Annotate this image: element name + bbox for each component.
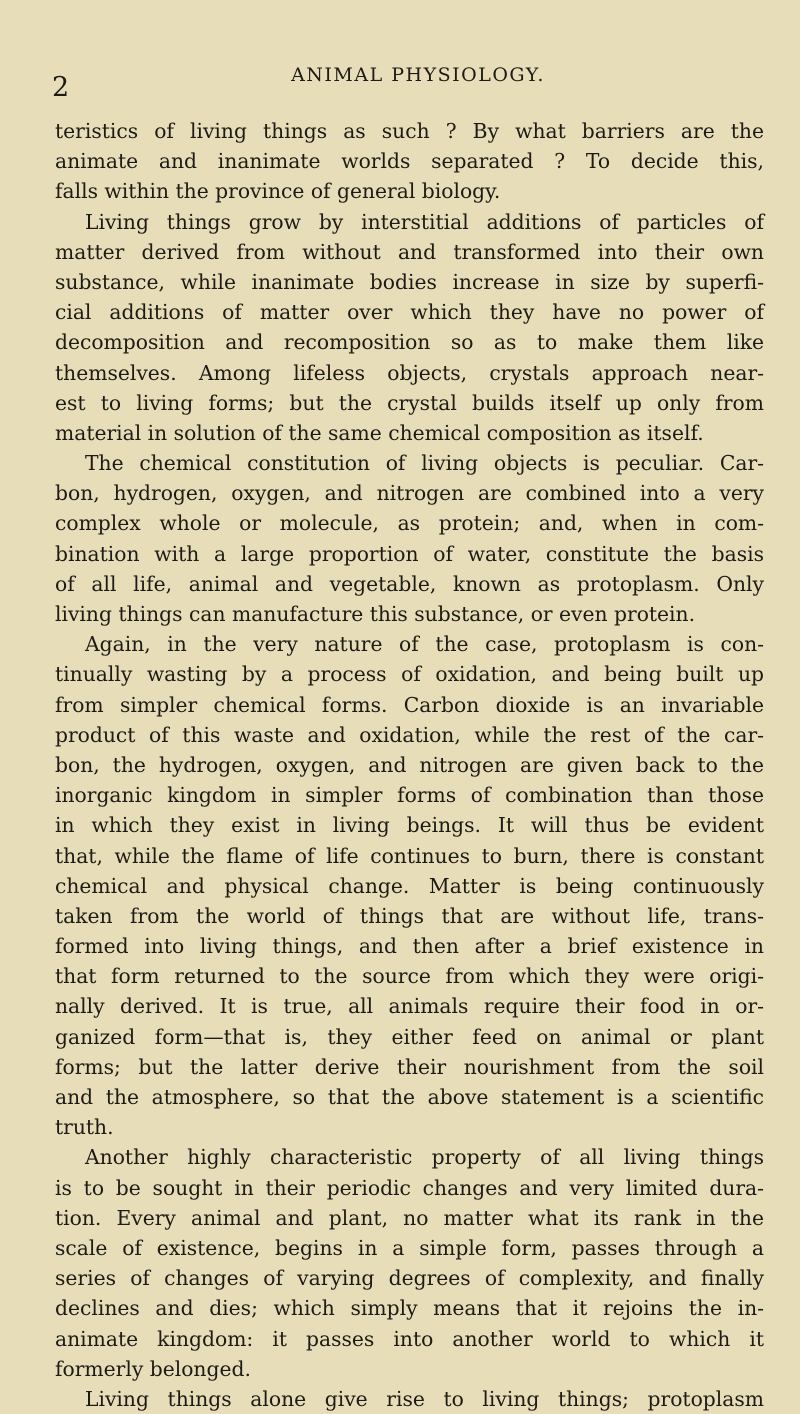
text-line: forms; but the latter derive their nourishment from the soil: [55, 1054, 764, 1079]
text-line: bon, the hydrogen, oxygen, and nitrogen are given back to the: [55, 752, 764, 777]
text-line: product of this waste and oxidation, while the rest of the car-: [55, 722, 764, 747]
text-line: inorganic kingdom in simpler forms of combination than those: [55, 783, 764, 808]
text-line: truth.: [55, 1115, 114, 1140]
text-line: ganized form—that is, they either feed on animal or plant: [55, 1024, 764, 1049]
text-line: falls within the province of general biology.: [55, 179, 501, 204]
text-line: from simpler chemical forms. Carbon dioxide is an invariable: [55, 692, 764, 717]
text-line: nally derived. It is true, all animals require their food in or-: [55, 994, 764, 1019]
text-line: est to living forms; but the crystal builds itself up only from: [55, 390, 764, 415]
text-line: cial additions of matter over which they have no power of: [55, 300, 764, 325]
text-line: of all life, animal and vegetable, known as protoplasm. Only: [55, 571, 764, 596]
text-line: Living things alone give rise to living things; protoplasm: [85, 1386, 764, 1411]
text-line: formerly belonged.: [55, 1356, 251, 1381]
page-number: 2: [52, 72, 70, 103]
text-line: complex whole or molecule, as protein; and, when in com-: [55, 511, 764, 536]
text-line: matter derived from without and transformed into their own: [55, 239, 764, 264]
text-line: that form returned to the source from which they were origi-: [55, 964, 764, 989]
text-line: declines and dies; which simply means that it rejoins the in-: [55, 1296, 764, 1321]
text-line: substance, while inanimate bodies increase in size by superfi-: [55, 269, 764, 294]
text-line: tinually wasting by a process of oxidation, and being built up: [55, 662, 764, 687]
text-line: animate and inanimate worlds separated ? To decide this,: [55, 149, 764, 174]
text-line: in which they exist in living beings. It will thus be evident: [55, 813, 764, 838]
text-line: that, while the flame of life continues to burn, there is constant: [55, 843, 764, 868]
text-line: The chemical constitution of living objects is peculiar. Car-: [85, 451, 764, 476]
text-line: series of changes of varying degrees of complexity, and finally: [55, 1266, 764, 1291]
text-line: bination with a large proportion of water, constitute the basis: [55, 541, 764, 566]
text-line: tion. Every animal and plant, no matter what its rank in the: [55, 1205, 764, 1230]
text-line: decomposition and recomposition so as to make them like: [55, 330, 764, 355]
text-line: is to be sought in their periodic changes and very limited dura-: [55, 1175, 764, 1200]
text-line: chemical and physical change. Matter is being continuously: [55, 873, 764, 898]
text-line: Another highly characteristic property of all living things: [85, 1145, 764, 1170]
text-line: material in solution of the same chemical composition as itself.: [55, 420, 704, 445]
body-text: [55, 116, 764, 1414]
text-line: taken from the world of things that are without life, trans-: [55, 903, 764, 928]
text-line: Again, in the very nature of the case, protoplasm is con-: [85, 632, 764, 657]
text-line: scale of existence, begins in a simple form, passes through a: [55, 1235, 764, 1260]
text-line: animate kingdom: it passes into another world to which it: [55, 1326, 764, 1351]
text-line: bon, hydrogen, oxygen, and nitrogen are combined into a very: [55, 481, 764, 506]
running-title: ANIMAL PHYSIOLOGY.: [291, 64, 545, 86]
text-line: and the atmosphere, so that the above statement is a scientific: [55, 1085, 764, 1109]
text-line: living things can manufacture this substance, or even protein.: [55, 602, 696, 626]
text-line: teristics of living things as such ? By what barriers are the: [55, 119, 764, 143]
text-line: themselves. Among lifeless objects, crystals approach near-: [55, 360, 764, 385]
text-line: Living things grow by interstitial additions of particles of: [85, 209, 764, 234]
text-line: formed into living things, and then after a brief existence in: [55, 934, 764, 959]
